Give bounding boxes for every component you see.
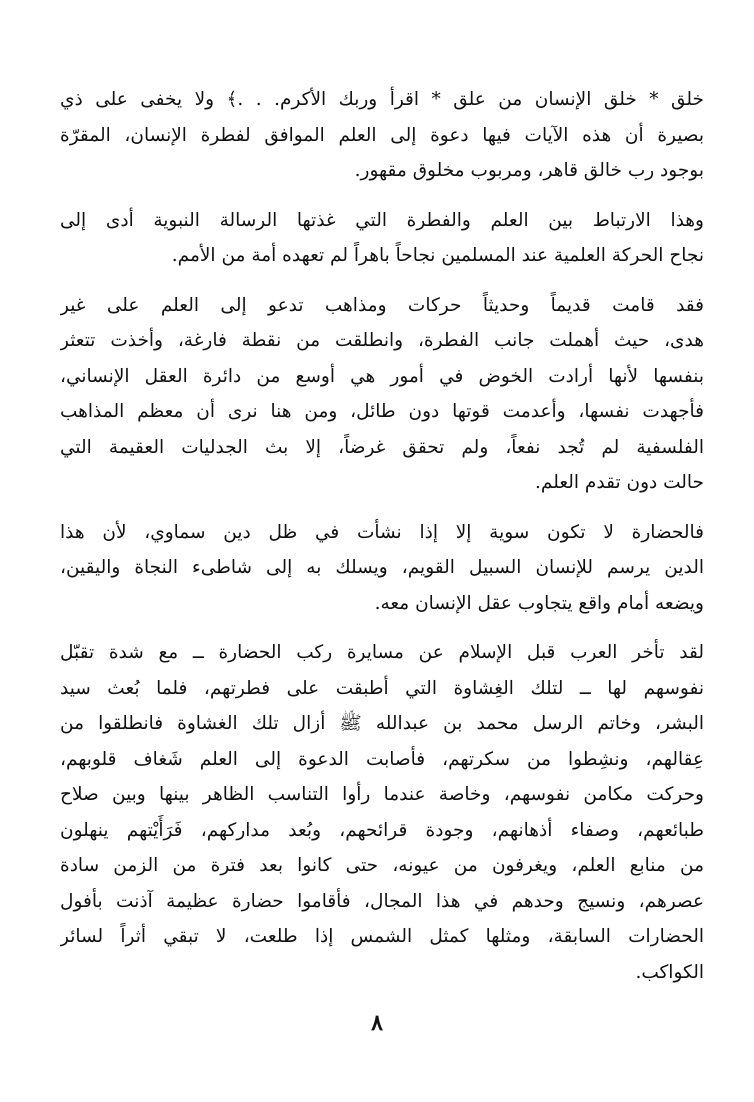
text-line: البشر، وخاتم الرسل محمد بن عبدالله ﷺ أزال تلك الغشاوة فانطلقوا من <box>60 713 704 734</box>
text-line: وهذا الارتباط بين العلم والفطرة التي غذتها الرسالة النبوية أدى إلى <box>60 209 704 231</box>
text-line: حالت دون تقدم العلم. <box>535 472 704 493</box>
text-line: عِقالهم، ونشِطوا من سكرتهم، فأصابت الدعوة إلى العلم شَغاف قلوبهم، <box>60 748 704 770</box>
text-line: فقد قامت قديماً وحديثاً حركات ومذاهب تدعو إلى العلم على غير <box>60 294 704 316</box>
text-line: وحركت مكامن نفوسهم، وخاصة عندما رأوا التناسب الظاهر بينها وبين صلاح <box>60 784 704 805</box>
text-line: عصرهم، ونسيج وحدهم في هذا المجال، فأقاموا حضارة عظيمة آذنت بأفول <box>60 890 704 912</box>
text-line: الكواكب. <box>635 961 704 983</box>
paragraph <box>60 82 704 189</box>
paragraph <box>60 635 704 990</box>
text-line: فأجهدت نفسها، وأعدمت قوتها دون طائل، ومن هنا نرى أن معظم المذاهب <box>60 401 704 422</box>
page-body <box>60 82 704 1004</box>
text-line: نجاح الحركة العلمية عند المسلمين نجاحاً باهراً لم تعهده أمة من الأمم. <box>171 245 704 266</box>
text-line: فالحضارة لا تكون سوية إلا إذا نشأت في ظل دين سماوي، لأن هذا <box>60 521 704 543</box>
paragraph <box>60 515 704 622</box>
text-line: بصيرة أن هذه الآيات فيها دعوة إلى العلم الموافق لفطرة الإنسان، المقرّة <box>60 124 704 146</box>
page-number: ٨ <box>371 1010 383 1036</box>
text-line: بوجود رب خالق قاهر، ومربوب مخلوق مقهور. <box>354 160 704 181</box>
text-line: ويضعه أمام واقع يتجاوب عقل الإنسان معه. <box>374 592 704 614</box>
text-line: من منابع العلم، ويغرفون من عيونه، حتى كانوا بعد فترة من الزمن سادة <box>60 855 704 876</box>
text-line: لقد تأخر العرب قبل الإسلام عن مسايرة ركب الحضارة ــ مع شدة تقبّل <box>60 642 704 663</box>
paragraph <box>60 203 704 274</box>
text-line: الحضارات السابقة، ومثلها كمثل الشمس إذا طلعت، لا تبقي أثراً لسائر <box>60 926 704 947</box>
text-line: هدى، حيث أهملت جانب الفطرة، وانطلقت من نقطة فارغة، وأخذت تتعثر <box>60 330 704 351</box>
text-line: بنفسها لأنها أرادت الخوض في أمور هي أوسع من دائرة العقل الإنساني، <box>60 365 704 387</box>
text-line: طبائعهم، وصفاء أذهانهم، وجودة قرائحهم، وبُعد مداركهم، فَرَأَيْتهم ينهلون <box>60 819 704 841</box>
text-line: الفلسفية لم تُجد نفعاً، ولم تحقق غرضاً، إلا بث الجدليات العقيمة التي <box>60 436 704 458</box>
text-line: خلق * خلق الإنسان من علق * اقرأ وربك الأكرم. . .﴾ ولا يخفى على ذي <box>60 89 704 110</box>
text-line: الدين يرسم للإنسان السبيل القويم، ويسلك به إلى شاطىء النجاة واليقين، <box>60 557 704 578</box>
text-line: نفوسهم لها ــ لتلك الغِشاوة التي أطبقت على فطرتهم، فلما بُعث سيد <box>60 677 704 699</box>
paragraph <box>60 288 704 501</box>
